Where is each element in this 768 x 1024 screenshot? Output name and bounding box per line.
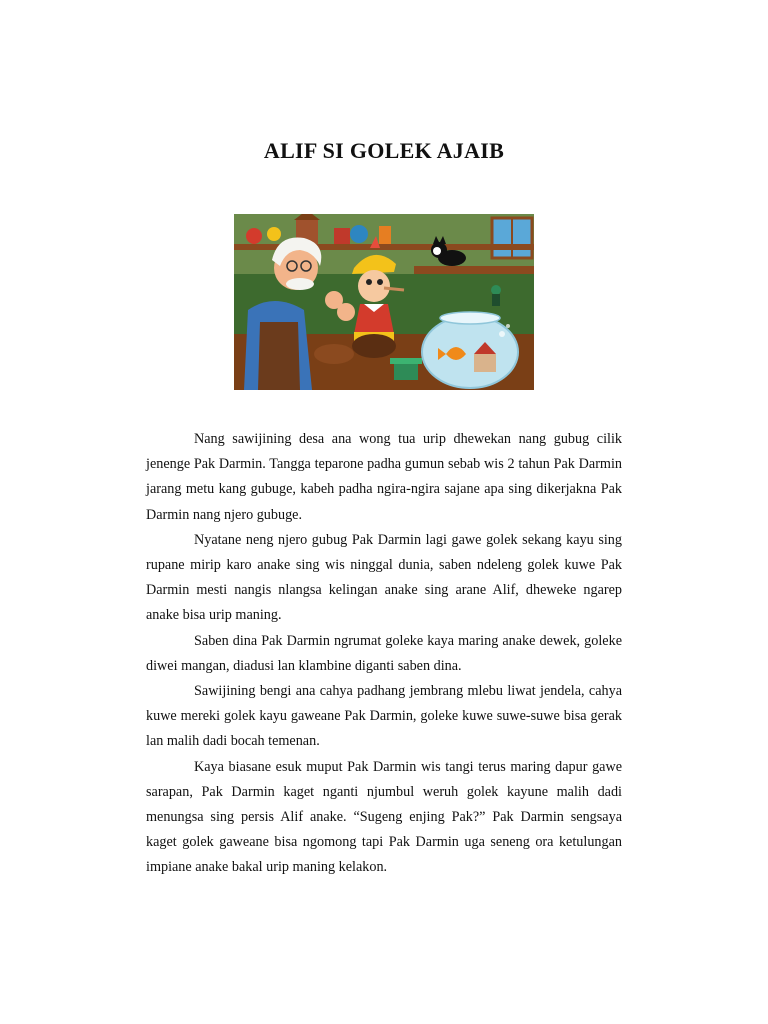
story-paragraph: Nang sawijining desa ana wong tua urip dhewekan nang gubug cilik jenenge Pak Darmin. Tangga teparone padha gumun sebab wis 2 tahun Pak Darmin jarang metu kang gubuge, kabeh padha ngira-ngira sajane apa sing dikerjakna Pak Darmin nang njero gubuge. (146, 431, 622, 523)
fishbowl (422, 316, 518, 388)
illustration-image (234, 214, 534, 390)
story-paragraph: Sawijining bengi ana cahya padhang jembrang mlebu liwat jendela, cahya kuwe mereki golek kayu gaweane Pak Darmin, goleke kuwe suwe-suwe bisa gerak lan malih dadi bocah temenan. (146, 683, 622, 750)
story-paragraph: Saben dina Pak Darmin ngrumat goleke kaya maring anake dewek, goleke diwei mangan, diadusi lan klambine diganti saben dina. (146, 632, 622, 674)
page-title: ALIF SI GOLEK AJAIB (263, 138, 505, 163)
pinocchio-face (358, 270, 390, 302)
story-illustration (234, 214, 534, 390)
apron (258, 322, 300, 390)
story-paragraph: Nyatane neng njero gubug Pak Darmin lagi gawe golek sekang kayu sing rupane mirip karo anake sing wis ninggal dunia, saben ndeleng golek kuwe Pak Darmin mesti nangis nlangsa kelingan anake sing arane Alif, dheweke ngarep anake bisa urip maning. (146, 531, 622, 624)
story-text (146, 427, 622, 881)
story-paragraph: Kaya biasane esuk muput Pak Darmin wis tangi terus maring dapur gawe sarapan, Pak Darmin kaget nganti njumbul weruh golek kayune malih dadi menungsa sing persis Alif anake. “Sugeng enjing Pak?” Pak Darmin sengsaya kaget golek gaweane bisa ngomong tapi Pak Darmin uga seneng ora ketulungan impiane anake bakal urip maning kelakon. (146, 758, 622, 876)
